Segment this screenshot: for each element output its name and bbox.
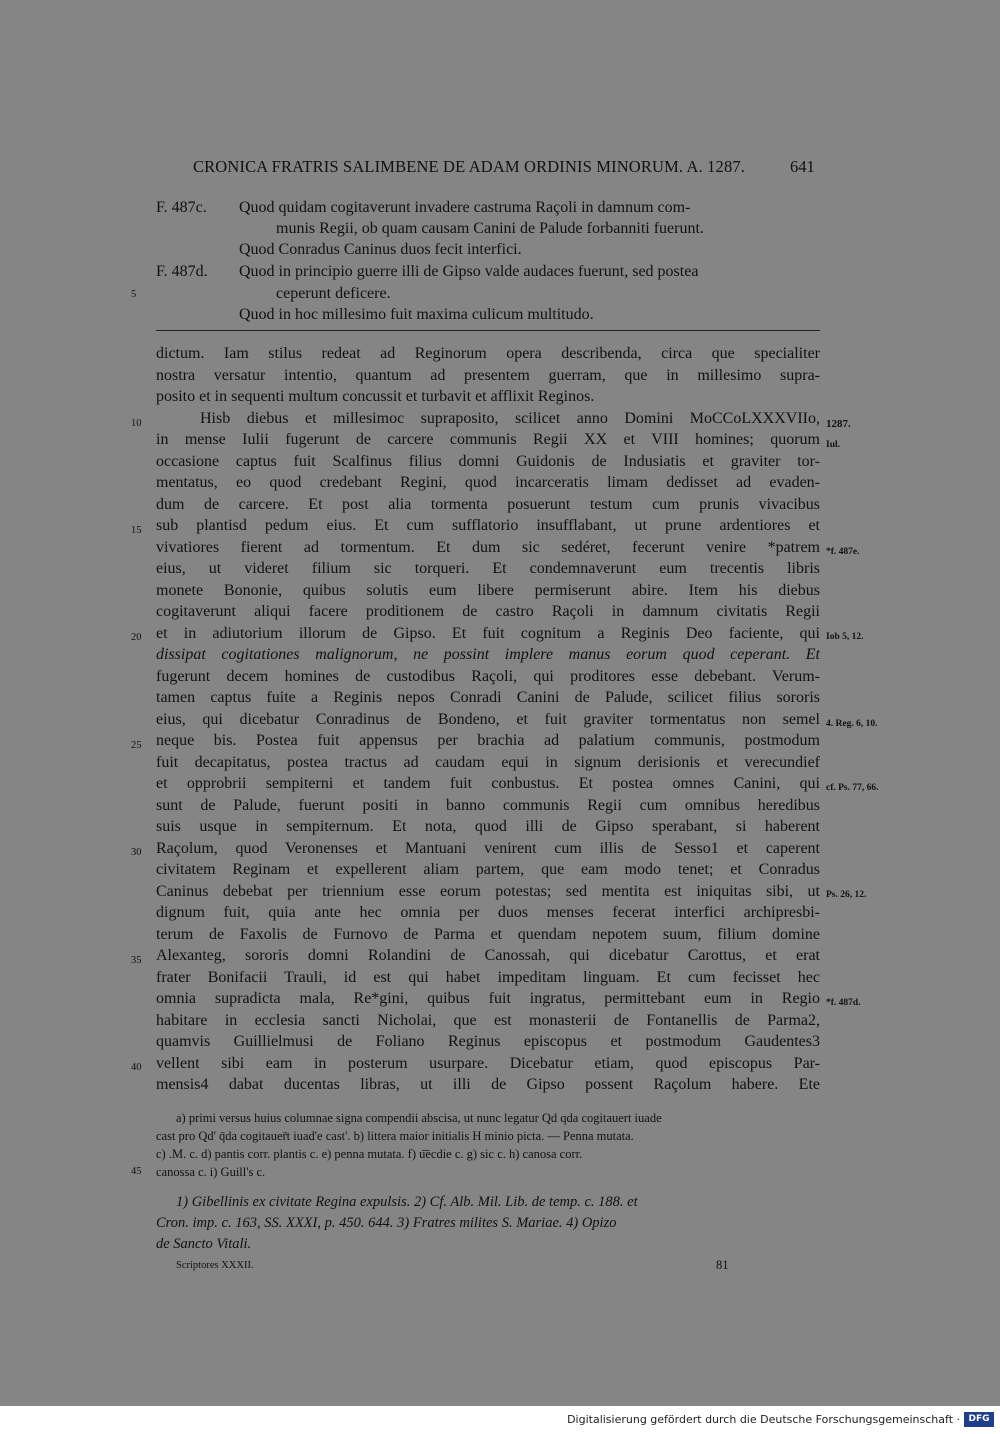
body-line: Hisb diebus et millesimoc supraposito, scilicet anno Domini MoCCoLXXXVIIo, bbox=[200, 409, 820, 427]
body-line: nostra versatur intentio, quantum ad presentem guerram, que in millesimo supra- bbox=[156, 366, 820, 384]
body-line: eius, qui dicebatur Conradinus de Bondeno, et fuit graviter tormentatus non semel bbox=[156, 710, 820, 728]
body-line: dignum fuit, quia ante hec omnia per duos menses fecerat interfici archipresbi- bbox=[156, 904, 820, 921]
signature-mark: 81 bbox=[716, 1258, 729, 1272]
body-line: terum de Faxolis de Furnovo de Parma et quendam nepotem suum, filium domine bbox=[156, 925, 820, 943]
body-line: occasione captus fuit Scalfinus filius domni Guidonis de Indusiatis et graviter tor- bbox=[156, 452, 820, 470]
summary-ref: F. 487d. bbox=[156, 263, 208, 280]
dfg-banner bbox=[0, 1406, 1000, 1434]
body-line: Alexanteg, sororis domni Rolandini de Canossah, qui dicebatur Carottus, et erat bbox=[156, 947, 820, 964]
body-line: et in adiutorium illorum de Gipso. Et fuit cognitum a Reginis Deo faciente, qui bbox=[156, 624, 820, 642]
series-name: Scriptores XXXII. bbox=[176, 1260, 254, 1271]
body-line: vellent sibi eam in posterum usurpare. Dicebatur etiam, quod episcopus Par- bbox=[156, 1054, 820, 1072]
body-line: tamen captus fuite a Reginis nepos Conradi Canini de Palude, scilicet filius sororis bbox=[156, 689, 820, 706]
margin-note: 1287. bbox=[826, 418, 851, 430]
line-number: 25 bbox=[131, 740, 142, 751]
body-line: sub plantisd pedum eius. Et cum sufflatorio insufflabant, ut prune ardentiores et bbox=[156, 517, 820, 534]
margin-note: Iul. bbox=[826, 440, 840, 450]
dfg-funding-text: Digitalisierung gefördert durch die Deutsche Forschungsgemeinschaft · bbox=[567, 1413, 960, 1426]
summary-line: Quod quidam cogitaverunt invadere castruma Raçoli in damnum com- bbox=[239, 199, 691, 216]
summary-line: munis Regii, ob quam causam Canini de Palude forbanniti fuerunt. bbox=[276, 220, 704, 237]
body-line: cogitaverunt aliqui facere proditionem de castro Raçoli in damnum civitatis Regii bbox=[156, 603, 820, 620]
dfg-logo-icon: DFG bbox=[964, 1412, 994, 1427]
body-line: et opprobrii sempiterni et tandem fuit conbustus. Et postea omnes Canini, qui bbox=[156, 775, 820, 792]
body-line: posito et in sequenti multum concussit et turbavit et afflixit Reginos. bbox=[156, 388, 595, 405]
apparatus-line: canossa c. i) Guill's c. bbox=[156, 1165, 266, 1179]
margin-note: *f. 487d. bbox=[826, 998, 861, 1008]
body-line: quamvis Guillielmusi de Foliano Reginus episcopus et postmodum Gaudentes3 bbox=[156, 1033, 820, 1050]
line-number: 15 bbox=[131, 525, 142, 536]
separator-rule bbox=[156, 330, 820, 331]
apparatus-line: cast pro Qd' q̄da cogitauer̄t iuad'e cast'. b) littera maior initialis H minio picta. — Penna mutata. bbox=[156, 1129, 634, 1143]
line-number: 5 bbox=[131, 289, 137, 300]
line-number: 35 bbox=[131, 955, 142, 966]
body-line: dissipat cogitationes malignorum, ne possint implere manus eorum quod ceperant. Et bbox=[156, 646, 820, 663]
body-line: fuit decapitatus, postea tractus ad caudam equi in signum derisionis et verecundief bbox=[156, 753, 820, 771]
body-line: sunt de Palude, fuerunt positi in banno communis Regii cum omnibus heredibus bbox=[156, 796, 820, 814]
body-line: civitatem Reginam et expellerent aliam partem, que eam modo tenet; et Conradus bbox=[156, 861, 820, 878]
apparatus-line: c) .M. c. d) pantis corr. plantis c. e) penna mutata. f) u͞ecdie c. g) sic c. h) canosa corr. bbox=[156, 1147, 583, 1161]
summary-line: Quod in principio guerre illi de Gipso valde audaces fuerunt, sed postea bbox=[239, 263, 699, 280]
running-title: CRONICA FRATRIS SALIMBENE DE ADAM ORDINIS MINORUM. A. 1287. bbox=[193, 157, 746, 176]
margin-note: *f. 487e. bbox=[826, 547, 860, 557]
margin-note: cf. Ps. 77, 66. bbox=[826, 783, 879, 793]
summary-line: Quod in hoc millesimo fuit maxima culicum multitudo. bbox=[239, 306, 594, 323]
body-text bbox=[156, 343, 820, 1096]
body-line: in mense Iulii fugerunt de carcere communis Regii XX et VIII homines; quorum bbox=[156, 431, 820, 448]
summary-line: ceperunt deficere. bbox=[276, 285, 391, 302]
body-line: dictum. Iam stilus redeat ad Reginorum opera describenda, circa que specialiter bbox=[156, 345, 820, 362]
body-line: Caninus debebat per triennium esse eorum potestas; sed mentita est iniquitas sibi, ut bbox=[156, 882, 820, 900]
line-number: 30 bbox=[131, 847, 142, 858]
page-number: 641 bbox=[790, 157, 815, 176]
body-line: eius, ut videret filium sic torqueri. Et condemnaverunt eum trecentis libris bbox=[156, 560, 820, 577]
body-line: fugerunt decem homines de custodibus Raçoli, qui proditores esse debebant. Verum- bbox=[156, 667, 820, 685]
line-number: 45 bbox=[131, 1166, 142, 1177]
body-line: monete Bononie, quibus solutis eum libere permiserunt abire. Item his diebus bbox=[156, 581, 820, 599]
footnote-line: 1) Gibellinis ex civitate Regina expulsis. 2) Cf. Alb. Mil. Lib. de temp. c. 188. et bbox=[176, 1194, 638, 1210]
apparatus-line: a) primi versus huius columnae signa compendii abscisa, ut nunc legatur Qd qda cogitauert iuade bbox=[176, 1111, 662, 1125]
summary-ref: F. 487c. bbox=[156, 199, 207, 216]
summary-line: Quod Conradus Caninus duos fecit interfici. bbox=[239, 241, 522, 258]
body-line: dum de carcere. Et post alia tormenta posuerunt testum cum prunis vivacibus bbox=[156, 495, 820, 513]
body-line: habitare in ecclesia sancti Nicholai, que est monasterii de Fontanellis de Parma2, bbox=[156, 1011, 820, 1029]
line-number: 20 bbox=[131, 632, 142, 643]
margin-note: Iob 5, 12. bbox=[826, 632, 864, 642]
footnote-line: de Sancto Vitali. bbox=[156, 1236, 252, 1252]
body-line: frater Bonifacii Trauli, id est qui habet impeditam linguam. Et cum fecisset hec bbox=[156, 968, 820, 986]
margin-note: Ps. 26, 12. bbox=[826, 890, 867, 900]
margin-note: 4. Reg. 6, 10. bbox=[826, 719, 878, 729]
body-line: mensis4 dabat ducentas libras, ut illi de Gipso possent Raçolum habere. Ete bbox=[156, 1076, 820, 1093]
body-line: mentatus, eo quod credebant Regini, quod incarceratis limam dedisset ad evaden- bbox=[156, 474, 820, 491]
line-number: 10 bbox=[131, 418, 142, 429]
body-line: Raçolum, quod Veronenses et Mantuani venirent cum illis de Sesso1 et caperent bbox=[156, 839, 820, 857]
footnote-line: Cron. imp. c. 163, SS. XXXI, p. 450. 644. 3) Fratres milites S. Mariae. 4) Opizo bbox=[156, 1215, 617, 1231]
body-line: neque bis. Postea fuit appensus per brachia ad palatium communis, postmodum bbox=[156, 732, 820, 749]
line-number: 40 bbox=[131, 1062, 142, 1073]
body-line: omnia supradicta mala, Re*gini, quibus fuit ingratus, permittebant eum in Regio bbox=[156, 990, 820, 1007]
body-line: suis usque in sempiternum. Et nota, quod illi de Gipso sperabant, si haberent bbox=[156, 818, 820, 835]
body-line: vivatiores fierent ad tormentum. Et dum sic sedéret, fecerunt venire *patrem bbox=[156, 538, 820, 556]
